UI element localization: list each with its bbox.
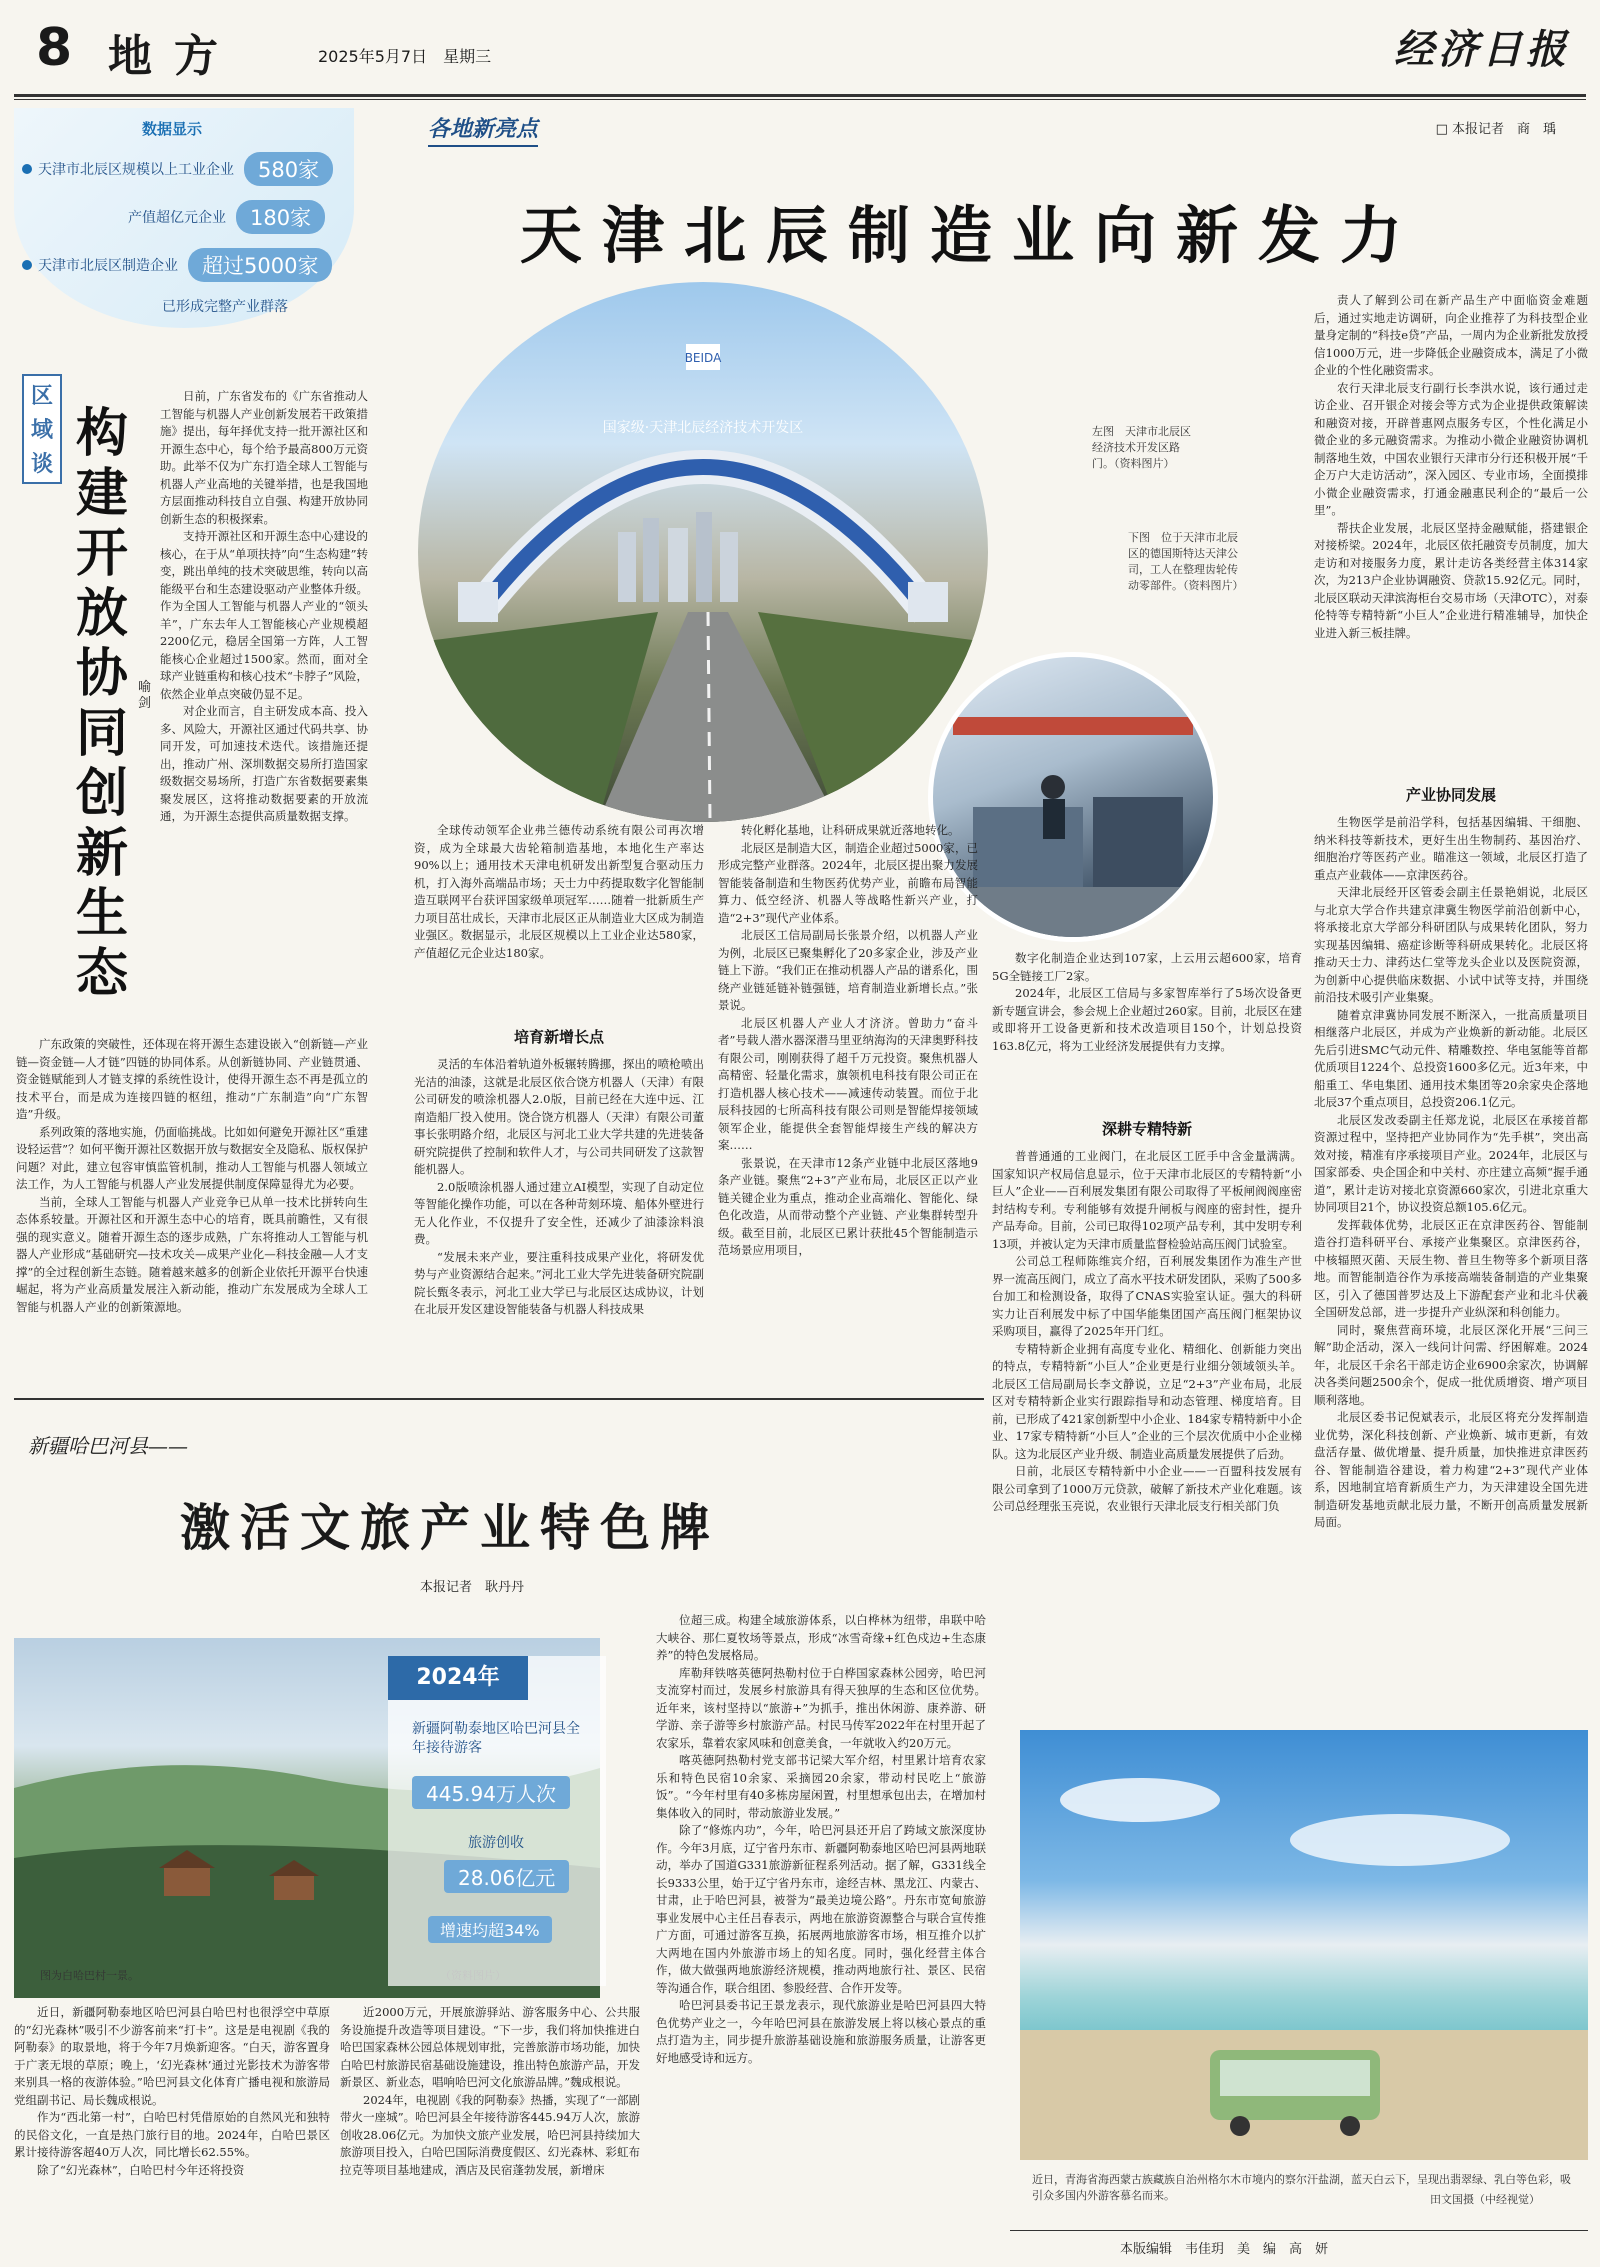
data-row-4-label: 已形成完整产业群落 <box>162 299 288 315</box>
feature-byline: □ 本报记者 商 瑀 <box>1435 122 1556 137</box>
feature-column-e <box>1314 292 1588 772</box>
feature-headline: 天津北辰制造业向新发力 <box>520 199 1423 272</box>
section-divider <box>14 1398 984 1400</box>
village-photo-caption: 图为白哈巴村一景。 <box>40 1969 139 1982</box>
bullet-dot-icon <box>22 164 32 174</box>
data-row-3-label: 天津市北辰区制造企业 <box>38 258 178 274</box>
feature-paragraph: 帮扶企业发展，北辰区坚持金融赋能，搭建银企对接桥梁。2024年，北辰区依托融资专员制度，加大走访和对接服务力度，累计走访各类经营主体314家次，为213户企业协调融资、贷款15.92亿元。同时，北辰区联动天津滨海柜台交易市场（天津OTC），对泰伦特等专精特新“小巨人”企业进行精准辅导，加快企业进入新三板挂牌。 <box>1314 520 1588 640</box>
masthead-rule-thin <box>14 99 1586 100</box>
region-column-tag: 区域谈 <box>22 374 62 484</box>
culture-paragraph: 除了“幻光森林”，白哈巴村今年还将投资 <box>37 2162 245 2177</box>
data-row-2 <box>128 200 325 234</box>
commentary-body-top <box>160 388 368 1032</box>
feature-column-a <box>414 822 704 1002</box>
culture-paragraph: 作为“西北第一村”，白哈巴村凭借原始的自然风光和独特的民俗文化，一直是热门旅行目的地。2024年，白哈巴景区累计接待游客超40万人次，同比增长62.55%。 <box>14 2110 330 2159</box>
commentary-body-bottom <box>16 1036 368 1372</box>
feature-paragraph: 北辰区是制造大区，制造企业超过5000家，已形成完整产业群落。2024年，北辰区提出聚力发展智能装备制造和生物医药优势产业，前瞻布局智能算力、低空经济、机器人等战略性新兴产业，打造“2+3”现代产业体系。 <box>718 840 978 925</box>
feature-paragraph: 北辰区机器人产业人才济济。曾助力“奋斗者”号载人潜水器深潜马里亚纳海沟的天津奥野科技有限公司，刚刚获得了超千万元投资。聚焦机器人高精密、轻量化需求，旗领机电科技有限公司正在打造机器人核心技术——减速传动装置。而位于北辰科技园的七所高科技有限公司则是智能焊接领域领军企业，能提供全套智能焊接生产线的解决方案…… <box>718 1015 978 1152</box>
feature-paragraph: 转化孵化基地，让科研成果就近落地转化。 <box>741 823 960 837</box>
culture-column-b <box>340 2004 640 2240</box>
commentary-paragraph: 支持开源社区和开源生态中心建设的核心，在于从“单项扶持”向“生态构建”转变，跳出单纯的技术突破思维，转向以高能级平台和生态建设驱动产业整体升级。作为全国人工智能与机器人产业的“领头羊”，广东去年人工智能核心产业规模超2200亿元，稳居全国第一方阵，人工智能核心企业超过1500家。然而，面对全球产业链重构和核心技术“卡脖子”风险，依然企业单点突破仍显不足。 <box>160 529 368 701</box>
commentary-title: 构建开放协同创新生态 <box>75 404 128 1004</box>
photo-caption-top: 左图 天津市北辰区经济技术开发区路门。（资料图片） <box>1092 425 1191 470</box>
gate-sign-text: 国家级·天津北辰经济技术开发区 <box>602 420 804 436</box>
culture-paragraph: 近2000万元，开展旅游驿站、游客服务中心、公共服务设施提升改造等项目建设。“下一步，我们将加快推进白哈巴国家森林公园总体规划审批，完善旅游市场功能，加快白哈巴村旅游民宿基础设施建设，推出特色旅游产品，开发新景区、新业态，唱响哈巴河文化旅游品牌。”魏成根说。 <box>340 2005 640 2089</box>
culture-paragraph: 喀英德阿热勒村党支部书记梁大军介绍，村里累计培育农家乐和特色民宿10余家、采摘园20余家，带动村民吃上“旅游饭”。“今年村里有40多栋房屋闲置，村里想承包出去，在增加村集体收入的同时，带动旅游业发展。” <box>656 1753 986 1820</box>
issue-date: 2025年5月7日 星期三 <box>318 47 492 66</box>
stat-visitors-value: 445.94万人次 <box>412 1776 570 1809</box>
photo-qarhan-salt-lake <box>1020 1730 1588 2160</box>
feature-paragraph: 生物医学是前沿学科，包括基因编辑、干细胞、纳米科技等新技术，更好生出生物制药、基因治疗、细胞治疗等医药产业。瞄准这一领域，北辰区打造了重点产业载体——京津医药谷。 <box>1314 815 1588 882</box>
stats-year: 2024年 <box>388 1656 528 1700</box>
feature-paragraph: 灵活的车体沿着轨道外板辗转腾挪，探出的喷枪喷出光洁的油漆，这就是北辰区依合饶方机器人（天津）有限公司研发的喷涂机器人2.0版，目前已经在大连中远、江南造船厂投入使用。饶合饶方机器人（天津）有限公司董事长张明路介绍，北辰区与河北工业大学共建的先进装备研究院提供了控制和软件人才，与公司共同研发了这款智能机器人。 <box>414 1057 704 1176</box>
stat-visitors-label: 新疆阿勒泰地区哈巴河县全年接待游客 <box>412 1721 580 1756</box>
lake-illustration <box>1020 1730 1588 2160</box>
culture-column-c <box>656 1612 986 2240</box>
culture-paragraph: 除了“修炼内功”，今年，哈巴河县还开启了跨域文旅深度协作。今年3月底，辽宁省丹东市、新疆阿勒泰地区哈巴河县两地联动，举办了国道G331旅游新征程系列活动。据了解，G331线全长9333公里，始于辽宁省丹东市，途经吉林、黑龙江、内蒙古、甘肃，止于哈巴河县，被誉为“最美边境公路”。丹东市宽甸旅游事业发展中心主任吕春表示，两地在旅游资源整合与联合宣传推广方面，可通过游客互换，拓展两地旅游客市场，相互推介以扩大两地在国内外旅游市场上的知名度。同时，强化经营主体合作，做大做强两地旅游经济规模，推动两地旅行社、景区、民宿等沟通合作，联合组团、参股经营、合作开发等。 <box>656 1823 986 1995</box>
feature-column-c <box>718 822 978 1382</box>
data-row-3 <box>22 248 332 282</box>
lake-photo-credit: 田文国摄（中经视觉） <box>1430 2193 1540 2206</box>
feature-paragraph: 北辰区发改委副主任郑龙说，北辰区在承接首都资源过程中，坚持把产业协同作为“先手棋”，突出高效对接，精准有序承接项目产业。2024年，北辰区与国家部委、央企国企和中关村、亦庄建立高频“握手通道”，累计走访对接北京资源660家次，引进北京重大协同项目21个，协议投资总额105.6亿元。 <box>1314 1112 1588 1214</box>
feature-paragraph: 责人了解到公司在新产品生产中面临资金难题后，通过实地走访调研，向企业推荐了为科技型企业量身定制的“科技e贷”产品，一周内为企业新批发放授信1000万元，进一步降低企业融资成本，满足了小微企业的个性化融资需求。 <box>1314 293 1588 377</box>
feature-paragraph: 北辰区工信局副局长张景介绍，以机器人产业为例，北辰区已聚集孵化了20多家企业，涉及产业链上下游。“我们正在推动机器人产品的谱系化，围绕产业链延链补链强链，培育制造业新增长点。”张景说。 <box>718 928 978 1012</box>
feature-paragraph: 张景说，在天津市12条产业链中北辰区落地9条产业链。聚焦“2+3”产业布局，北辰区正以产业链关键企业为重点，推动企业高端化、智能化、绿色化改造，从而带动整个产业链、产业集群转型升级。截至目前，北辰区已累计获批45个智能制造示范场景应用项目， <box>718 1155 978 1257</box>
subhead-coordination: 产业协同发展 <box>1405 786 1496 804</box>
culture-paragraph: 位超三成。构建全域旅游体系，以白桦林为纽带，串联中哈大峡谷、那仁夏牧场等景点，形成“冰雪奇缘+红色戍边+生态康养”的特色发展格局。 <box>656 1613 986 1662</box>
stat-revenue-label: 旅游创收 <box>468 1835 524 1851</box>
commentary-paragraph: 广东政策的突破性，还体现在将开源生态建设嵌入“创新链—产业链—资金链—人才链”四链的协同体系。从创新链协同、产业链贯通、资金链赋能到人才链支撑的系统性设计，使得开源生态不再是孤立的技术平台，而是成为连接四链的枢纽，推动“广东制造”向“广东智造”升级。 <box>16 1037 368 1121</box>
commentary-author: 喻 剑 <box>138 680 165 711</box>
feature-paragraph: 数字化制造企业达到107家，上云用云超600家，培育5G全链接工厂2家。 <box>992 951 1302 983</box>
feature-paragraph: 农行天津北辰支行副行长李洪水说，该行通过走访企业、召开银企对接会等方式为企业提供政策解读和融资对接，开辟普惠网点服务专区，个性化满足小微企业的多元融资需求。为推动小微企业融资协调机制落地生效，中国农业银行天津市分行还积极开展“千企万户大走访活动”，深入园区、专业市场，全面摸排小微企业融资需求，打通金融惠民利企的“最后一公里”。 <box>1314 380 1588 517</box>
data-row-4 <box>162 296 288 316</box>
feature-paragraph: 普普通通的工业阀门，在北辰区工匠手中含金量满满。国家知识产权局信息显示，位于天津市北辰区的专精特新“小巨人”企业——百利展发集团有限公司取得了平板闸阀阀座密封结构专利。专利能够有效提升闸板与阀座的密封性，提升产品寿命。目前，公司已取得102项产品专利，其中发明专利13项，并被认定为天津市质量监督检验站高压阀门试验室。 <box>992 1149 1302 1251</box>
feature-paragraph: 天津北辰经开区管委会副主任景艳娟说，北辰区与北京大学合作共建京津冀生物医学前沿创新中心，将承接北京大学部分科研团队与成果转化团队，努力实现基因编辑、癌症诊断等科研成果转化。北辰区将推动天士力、津药达仁堂等龙头企业以及医院资源，为创新中心提供临床数据、小试中试等支持，并围绕前沿技术吸引产业集聚。 <box>1314 885 1588 1004</box>
feature-paragraph: 专精特新企业拥有高度专业化、精细化、创新能力突出的特点，专精特新“小巨人”企业更是行业细分领域领头羊。北辰区工信局副局长李文静说，立足“2+3”产业布局，北辰区对专精特新企业实行跟踪指导和动态管理、梯度培育。目前，已形成了421家创新型中小企业、184家专精特新中小企业、17家专精特新“小巨人”企业的三个层次优质中小企业梯队。这为北辰区产业升级、制造业高质量发展提供了后劲。 <box>992 1341 1302 1461</box>
commentary-paragraph: 当前，全球人工智能与机器人产业竞争已从单一技术比拼转向生态体系较量。开源社区和开源生态中心的培育，既具前瞻性，又有很强的现实意义。随着开源生态的逐步成熟，广东将推动人工智能与机器人产业形成“基础研究—技术攻关—成果产业化—科技金融—人才支撑”的全过程创新生态链。随着越来越多的创新企业依托开源平台快速崛起，将为产业高质量发展注入新动能，推动广东发展成为全球人工智能与机器人产业的创新策源地。 <box>16 1194 368 1314</box>
data-row-3-value: 超过5000家 <box>188 248 332 282</box>
footer-rule <box>1010 2230 1588 2231</box>
feature-column-e2 <box>1314 814 1588 1714</box>
tourism-stats-box <box>388 1656 606 1986</box>
feature-paragraph: 北辰区委书记倪斌表示，北辰区将充分发挥制造业优势，深化科技创新、产业焕新、城市更新，有效盘活存量、做优增量、提升质量，加快推进京津医药谷、智能制造谷建设，着力构建“2+3”现代产业体系，因地制宜培育新质生产力，为天津建设全国先进制造研发基地贡献北辰力量，不断开创高质量发展新局面。 <box>1314 1410 1588 1529</box>
feature-paragraph: 公司总工程师陈维宾介绍，百利展发集团作为准生产世界一流高压阀门，成立了高水平技术研发团队，采购了500多台加工和检测设备，取得了CNAS实验室认证。强大的科研实力让百利展发中标了中国华能集团国产高压阀门框架协议采购项目，赢得了2025年开门红。 <box>992 1254 1302 1338</box>
feature-column-d <box>992 950 1302 1100</box>
masthead-rule <box>14 94 1586 97</box>
data-row-1 <box>22 152 333 186</box>
commentary-paragraph: 对企业而言，自主研发成本高、投入多、风险大，开源社区通过代码共享、协同开发，可加速技术迭代。该措施还提出，推动广州、深圳数据交易所打造国家级数据交易场所，打造广东省数据要素集聚发展区，这将推动数据要素的开放流通，为开源生态提供高质量数据支撑。 <box>160 704 368 823</box>
feature-paragraph: 随着京津冀协同发展不断深入，一批高质量项目相继落户北辰区，并成为产业焕新的新动能。北辰区先后引进SMC气动元件、精雕数控、华电氢能等首都优质项目1224个、总投资1600多亿元。近3年来，中船重工、华电集团、通用技术集团等20余家央企落地北辰37个重点项目，总投资206.1亿元。 <box>1314 1007 1588 1109</box>
culture-paragraph: 库勒拜铁喀英德阿热勒村位于白桦国家森林公园旁，哈巴河支流穿村而过，发展乡村旅游具有得天独厚的生态和区位优势。近年来，该村坚持以“旅游+”为抓手，推出休闲游、康养游、研学游、亲子游等乡村旅游产品。村民马传军2022年在村里开起了农家乐，靠着农家风味和创意美食，一年就收入约20万元。 <box>656 1665 986 1750</box>
data-row-1-label: 天津市北辰区规模以上工业企业 <box>38 162 234 178</box>
culture-kicker: 新疆哈巴河县—— <box>28 1434 188 1458</box>
photo-development-zone-gate <box>418 282 988 822</box>
culture-column-a <box>14 2004 330 2240</box>
subhead-new-growth: 培育新增长点 <box>513 1028 604 1046</box>
culture-headline: 激活文旅产业特色牌 <box>180 1498 720 1557</box>
feature-paragraph: 全球传动领军企业弗兰德传动系统有限公司再次增资，成为全球最大齿轮箱制造基地，本地化生产率达90%以上；通用技术天津电机研发出新型复合驱动压力机，打入海外高端品市场；天士力中药提取数字化智能制造互联网平台获评国家级单项冠军……随着一批新质生产力项目茁壮成长，天津市北辰区正从制造业大区成为制造业强区。数据显示，北辰区规模以上工业企业达580家，产值超亿元企业达180家。 <box>414 823 704 960</box>
bullet-dot-icon <box>22 260 32 270</box>
stat-revenue-value: 28.06亿元 <box>444 1860 569 1893</box>
feature-paragraph: “发展未来产业，要注重科技成果产业化，将研发优势与产业资源结合起来。”河北工业大学先进装备研究院副院长甄冬表示，河北工业大学已与北辰区达成协议，计划在北辰开发区建设智能装备与机器人科技成果 <box>414 1249 704 1316</box>
feature-paragraph: 发挥载体优势，北辰区正在京津医药谷、智能制造谷打造科研平台、承接产业集聚区。京津医药谷，中核辐照灭菌、天辰生物、普旦生物等多个新项目落地。而智能制造谷作为承接高端装备制造的产业集聚区，引入了德国普罗达及上下游配套产业和北斗伏羲全国研发总部，进一步提升产业纵深和科创能力。 <box>1314 1217 1588 1319</box>
feature-column-b <box>414 1056 704 1382</box>
data-row-1-value: 580家 <box>244 152 333 186</box>
page-number: 8 <box>36 18 75 78</box>
feature-paragraph: 2.0版喷涂机器人通过建立AI模型，实现了自动定位等智能化操作功能，可以在各种苛刻环境、船体外壁进行无人化作业，不仅提升了安全性，还减少了油漆涂料浪费。 <box>414 1179 704 1246</box>
gate-illustration <box>418 282 988 822</box>
culture-paragraph: 2024年，电视剧《我的阿勒泰》热播，实现了“一部剧带火一座城”。哈巴河县全年接待游客445.94万人次，旅游创收28.06亿元。为加快文旅产业发展，哈巴河县持续加大旅游项目投入，白哈巴国际消费度假区、幻光森林、彩虹布拉克等项目基地建成，酒店及民宿蓬勃发展，新增床 <box>340 2092 640 2177</box>
svg-text:BEIDA: BEIDA <box>684 351 722 365</box>
data-row-2-label: 产值超亿元企业 <box>128 210 226 226</box>
culture-byline: 本报记者 耿丹丹 <box>420 1580 525 1595</box>
feature-paragraph: 2024年，北辰区工信局与多家智库举行了5场次设备更新专题宣讲会，参会规上企业超过260家。目前，北辰区在建或即将开工设备更新和技术改造项目150个，计划总投资163.8亿元，将为工业经济发展提供有力支撑。 <box>992 986 1302 1053</box>
commentary-paragraph: 系列政策的落地实施，仍面临挑战。比如如何避免开源社区“重建设轻运营”？如何平衡开源社区数据开放与数据安全及隐私、版权保护问题？对此，建立包容审慎监管机制，推动人工智能与机器人领域立法工作，为人工智能与机器人产业发展提供制度保障显得尤为必要。 <box>16 1124 368 1191</box>
subhead-specialized: 深耕专精特新 <box>1101 1120 1192 1138</box>
feature-column-tag: 各地新亮点 <box>428 112 538 147</box>
commentary-paragraph: 日前，广东省发布的《广东省推动人工智能与机器人产业创新发展若干政策措施》提出，每年择优支持一批开源社区和开源生态中心，每个给予最高800万元资助。此举不仅为广东打造全球人工智能与机器人产业高地的关键举措，也是我国地方层面推动科技自立自强、构建开放协同创新生态的积极探索。 <box>160 389 368 526</box>
data-infobox <box>14 108 354 328</box>
culture-paragraph: 近日，新疆阿勒泰地区哈巴河县白哈巴村也很浮空中草原的“幻光森林”吸引不少游客前来“打卡”。这是是电视剧《我的阿勒泰》的取景地，将于今年7月焕新迎客。“白天，游客置身于广袤无垠的草原；晚上，‘幻光森林’通过光影技术为游客带来别具一格的夜游体验。”哈巴河县文化体育广播电视和旅游局党组副书记、局长魏成根说。 <box>14 2005 330 2107</box>
stat-growth: 增速均超34% <box>428 1916 552 1943</box>
feature-column-d2 <box>992 1148 1302 1740</box>
data-box-title: 数据显示 <box>142 120 203 138</box>
paper-logo: 经济日报 <box>1394 26 1570 73</box>
section-title: 地方 <box>108 31 240 82</box>
feature-paragraph: 同时，聚焦营商环境，北辰区深化开展“三问三解”助企活动，深入一线问计问需、纾困解难。2024年，北辰区千余名干部走访企业6900余家次，协调解决各类问题2500余个，促成一批优质增资、增产项目顺利落地。 <box>1314 1322 1588 1407</box>
photo-caption-bottom: 下图 位于天津市北辰区的德国斯特达天津公司，工人在整理齿轮传动零部件。（资料图片） <box>1128 531 1244 592</box>
page-editors: 本版编辑 韦佳玥 美 编 高 妍 <box>1120 2242 1329 2257</box>
lake-photo-caption: 近日，青海省海西蒙古族藏族自治州格尔木市境内的察尔汗盐湖，蓝天白云下，呈现出翡翠绿、乳白等色彩，吸引众多国内外游客慕名而来。 <box>1032 2173 1571 2202</box>
data-row-2-value: 180家 <box>236 200 325 234</box>
culture-paragraph: 哈巴河县委书记王景龙表示，现代旅游业是哈巴河县四大特色优势产业之一，今年哈巴河县在旅游发展上将以核心景点的重点打造为主，同步提升旅游基础设施和旅游服务质量，让游客更好地感受诗和远方。 <box>656 1998 986 2065</box>
feature-paragraph: 日前，北辰区专精特新中小企业——一百盟科技发展有限公司拿到了1000万元贷款，破解了新技术产业化难题。该公司总经理张玉亮说，农业银行天津北辰支行相关部门负 <box>992 1464 1302 1513</box>
